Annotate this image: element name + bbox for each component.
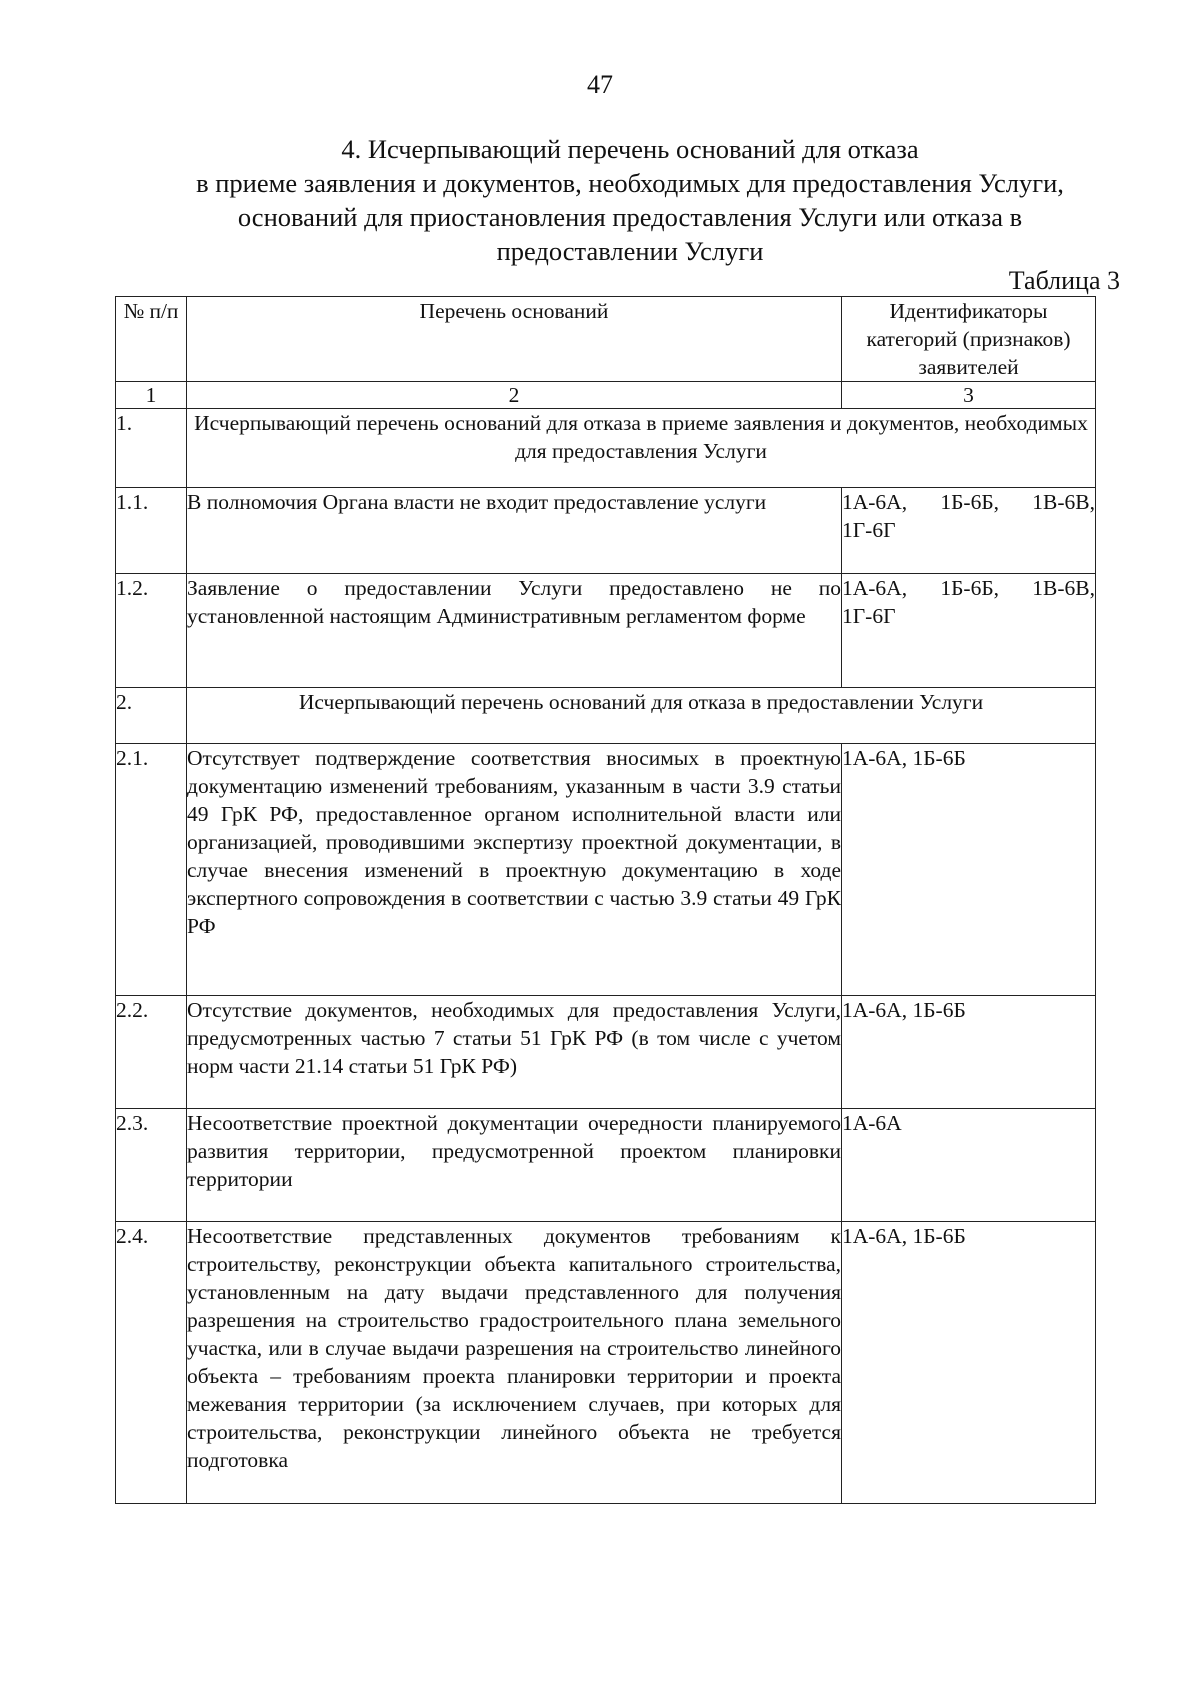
column-number: 3 [842, 382, 1096, 409]
row-number: 1.2. [116, 574, 187, 688]
grounds-table [115, 296, 1096, 1504]
section-title: Исчерпывающий перечень оснований для отказа в приеме заявления и документов, необходимых для предоставления Услуги [187, 409, 1096, 488]
section-row [116, 409, 1096, 488]
row-number: 1.1. [116, 488, 187, 574]
table-row [116, 488, 1096, 574]
table-row [116, 574, 1096, 688]
column-numbers-row [116, 382, 1096, 409]
row-number: 2.2. [116, 996, 187, 1109]
section-number: 2. [116, 688, 187, 744]
row-identifiers: 1А-6А, 1Б-6Б, 1В-6В, 1Г-6Г [842, 488, 1096, 574]
heading-line-3: оснований для приостановления предоставления Услуги или отказа в [237, 202, 1023, 232]
header-identifiers: Идентификаторы категорий (признаков) заявителей [842, 297, 1096, 382]
row-identifiers: 1А-6А, 1Б-6Б [842, 744, 1096, 996]
table-header-row [116, 297, 1096, 382]
heading-line-4: предоставлении Услуги [496, 236, 764, 266]
section-number: 1. [116, 409, 187, 488]
row-identifiers: 1А-6А [842, 1109, 1096, 1222]
table-row [116, 996, 1096, 1109]
row-text: В полномочия Органа власти не входит предоставление услуги [187, 488, 842, 574]
row-text: Отсутствие документов, необходимых для предоставления Услуги, предусмотренных частью 7 статьи 51 ГрК РФ (в том числе с учетом норм части 21.14 статьи 51 ГрК РФ) [187, 996, 842, 1109]
section-row [116, 688, 1096, 744]
heading-line-1: 4. Исчерпывающий перечень оснований для отказа [341, 134, 919, 164]
section-title: Исчерпывающий перечень оснований для отказа в предоставлении Услуги [187, 688, 1096, 744]
heading-line-2: в приеме заявления и документов, необходимых для предоставления Услуги, [196, 168, 1064, 198]
header-grounds: Перечень оснований [187, 297, 842, 382]
column-number: 2 [187, 382, 842, 409]
page-number: 47 [587, 70, 613, 99]
row-text: Заявление о предоставлении Услуги предоставлено не по установленной настоящим Административным регламентом форме [187, 574, 842, 688]
row-identifiers: 1А-6А, 1Б-6Б [842, 1222, 1096, 1504]
header-number: № п/п [116, 297, 187, 382]
section-heading [140, 132, 1120, 268]
column-number: 1 [116, 382, 187, 409]
table-row [116, 744, 1096, 996]
row-number: 2.4. [116, 1222, 187, 1504]
row-number: 2.3. [116, 1109, 187, 1222]
row-number: 2.1. [116, 744, 187, 996]
row-text: Отсутствует подтверждение соответствия вносимых в проектную документацию изменений требованиям, указанным в части 3.9 статьи 49 ГрК РФ, предоставленное органом исполнительной власти или организацией, проводившими экспертизу проектной документации, в случае внесения изменений в проектную документацию в ходе экспертного сопровождения в соответствии с частью 3.9 статьи 49 ГрК РФ [187, 744, 842, 996]
row-text: Несоответствие представленных документов требованиям к строительству, реконструкции объекта капитального строительства, установленным на дату выдачи представленного для получения разрешения на строительство градостроительного плана земельного участка, или в случае выдачи разрешения на строительство линейного объекта – требованиям проекта планировки территории и проекта межевания территории (за исключением случаев, при которых для строительства, реконструкции линейного объекта не требуется подготовка [187, 1222, 842, 1504]
row-identifiers: 1А-6А, 1Б-6Б [842, 996, 1096, 1109]
row-identifiers: 1А-6А, 1Б-6Б, 1В-6В, 1Г-6Г [842, 574, 1096, 688]
table-caption: Таблица 3 [1008, 266, 1120, 295]
row-text: Несоответствие проектной документации очередности планируемого развития территории, предусмотренной проектом планировки территории [187, 1109, 842, 1222]
table-row [116, 1222, 1096, 1504]
table-row [116, 1109, 1096, 1222]
